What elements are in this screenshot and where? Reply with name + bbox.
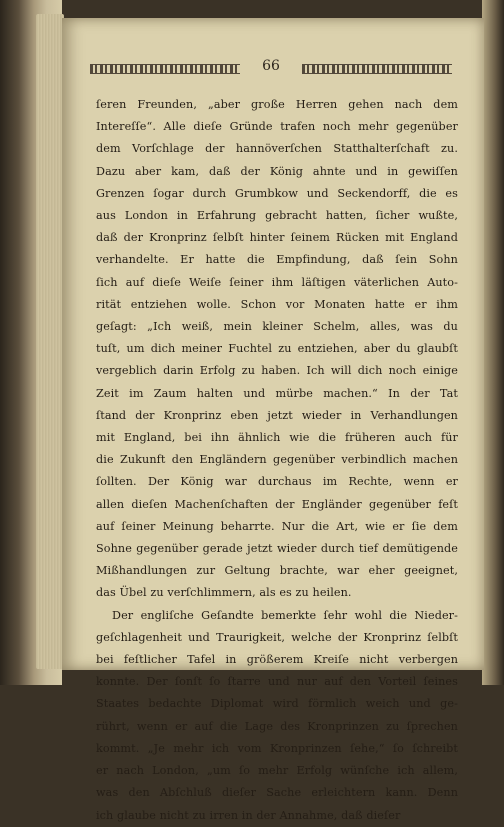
text-line: bei feſtlicher Tafel in größerem Kreiſe nicht verbergen [96,653,458,667]
page-stack-edges [36,14,64,669]
text-line: ſollten. Der König war durchaus im Rechte, wenn er [96,475,458,489]
text-line: was den Abſchluß dieſer Sache erleichtern kann. Denn [96,786,458,800]
text-line: ſeren Freunden, „aber große Herren gehen nach dem [96,98,458,111]
text-line: allen dieſen Machenſchaften der Engländer gegenüber feſt [96,497,458,511]
text-line: die Zukunft den Engländern gegenüber verbindlich machen [96,453,458,467]
text-line: er nach London, „um ſo mehr Erfolg wünſche ich allem, [96,764,458,778]
text-line: Intereſſe“. Alle dieſe Gründe trafen noch mehr gegenüber [96,120,458,134]
text-line: rührt, wenn er auf die Lage des Kronprinzen zu ſprechen [96,719,458,733]
text-line: ſtand der Kronprinz eben jetzt wieder in Verhandlungen [96,408,458,422]
text-line: Sohne gegenüber gerade jetzt wieder durch tief demütigende [96,542,458,556]
header-ornament-left [90,64,240,74]
text-line: aus London in Erfahrung gebracht hatten, ſicher wußte, [96,209,458,223]
text-line: konnte. Der ſonſt ſo ſtarre und nur auf den Vorteil ſeines [96,675,458,689]
text-line: mit England, bei ihn ähnlich wie die früheren auch für [96,431,458,445]
text-line: Zeit im Zaum halten und mürbe machen.“ In der Tat [96,386,458,400]
text-line: geſchlagenheit und Traurigkeit, welche der Kronprinz ſelbſt [96,630,458,644]
text-line: Dazu aber kam, daß der König ahnte und in gewiſſen [96,164,458,178]
header-ornament-right [302,64,452,74]
text-line: auf ſeiner Meinung beharrte. Nur die Art, wie er ſie dem [96,519,458,533]
text-line: Grenzen ſogar durch Grumbkow und Seckendorff, die es [96,186,458,200]
text-line: Der engliſche Geſandte bemerkte ſehr wohl die Nieder- [112,608,458,622]
text-line: tuſt, um dich meiner Fuchtel zu entziehen, aber du glaubſt [96,342,458,356]
page-header [90,58,452,76]
text-line: das Übel zu verſchlimmern, als es zu heilen. [96,586,352,600]
text-line: rität entziehen wolle. Schon vor Monaten hatte er ihm [96,297,458,311]
page-number: 66 [262,58,280,74]
text-line: Staates bedachte Diplomat wird förmlich weich und ge- [96,697,458,711]
text-line: dem Vorſchlage der hannöverſchen Statthalterſchaft zu. [96,142,458,156]
text-line: ich glaube nicht zu irren in der Annahme, daß dieſer [96,808,401,822]
text-line: vergeblich darin Erfolg zu haben. Ich will dich noch einige [96,364,458,378]
text-line: daß der Kronprinz ſelbſt hinter ſeinem Rücken mit England [96,231,458,245]
body-text [96,94,458,827]
text-line: ſich auf dieſe Weiſe ſeiner ihm läſtigen väterlichen Auto- [96,275,458,289]
text-line: geſagt: „Ich weiß, mein kleiner Schelm, alles, was du [96,320,458,334]
book-right-edge [482,0,504,685]
text-line: kommt. „Je mehr ich vom Kronprinzen ſehe,“ ſo ſchreibt [96,741,458,755]
text-line: verhandelte. Er hatte die Empfindung, daß ſein Sohn [96,253,458,267]
text-line: Mißhandlungen zur Geltung brachte, war eher geeignet, [96,564,458,578]
